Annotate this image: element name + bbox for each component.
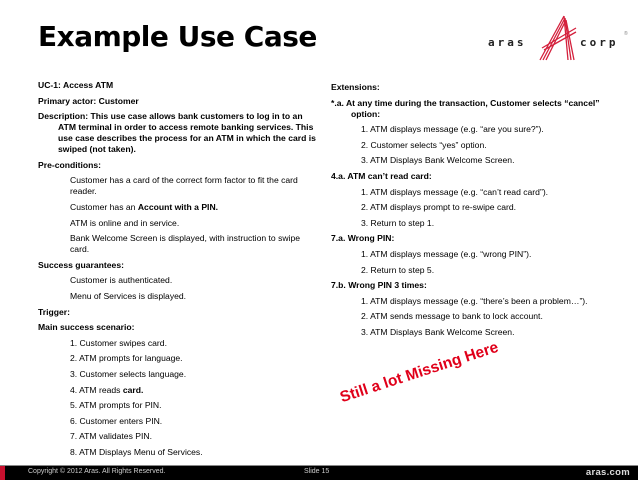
description-label: Description: (38, 111, 91, 122)
aras-corp-logo (488, 14, 628, 64)
step-text: 4. ATM reads (70, 384, 123, 395)
extension-step: 2. Return to step 5. (361, 264, 435, 275)
extension-heading: 7.a. Wrong PIN: (331, 233, 395, 244)
success-item: Menu of Services is displayed. (70, 290, 187, 301)
extension-heading: 4.a. ATM can’t read card: (331, 170, 432, 181)
logo-word-aras: aras (488, 36, 527, 49)
copyright-text: Copyright © 2012 Aras. All Rights Reserved. (28, 468, 166, 475)
description-text: This use case allows bank customers to log in to an ATM terminal in order to access remote banking services. This use case describes the process for an ATM in which the card is swiped (not taken). (58, 111, 316, 155)
logo-word-corp: corp (580, 36, 619, 49)
extension-step: 1. ATM displays message (e.g. “are you sure?”). (361, 124, 544, 135)
slide-footer (0, 465, 638, 480)
slide-number: Slide 15 (304, 468, 330, 475)
registered-mark: ® (624, 31, 628, 37)
use-case-id: UC-1: Access ATM (38, 80, 114, 90)
precondition-item: Bank Welcome Screen is displayed, with instruction to swipe card. (70, 233, 301, 255)
preconditions-label: Pre-conditions: (38, 159, 102, 170)
extension-step: 3. ATM Displays Bank Welcome Screen. (361, 326, 515, 337)
extension-step: 1. ATM displays message (e.g. “wrong PIN”). (361, 248, 532, 259)
scenario-step: 2. ATM prompts for language. (70, 353, 183, 364)
precondition-bold-text: Account with a PIN. (137, 201, 219, 212)
extension-heading: 7.b. Wrong PIN 3 times: (331, 280, 427, 291)
scenario-step: 8. ATM Displays Menu of Services. (70, 446, 203, 457)
success-item: Customer is authenticated. (70, 275, 173, 286)
success-guarantees-label: Success guarantees: (38, 259, 124, 270)
primary-actor: Primary actor: Customer (38, 95, 139, 106)
extension-step: 1. ATM displays message (e.g. “can’t read card”). (361, 186, 549, 197)
use-case-left-column (38, 80, 318, 462)
precondition-text: Customer has an (70, 201, 138, 212)
precondition-item: Customer has a card of the correct form factor to fit the card reader. (70, 175, 298, 197)
trigger-label: Trigger: (38, 306, 70, 317)
footer-accent-bar (0, 466, 5, 480)
extension-step: 3. Return to step 1. (361, 217, 435, 228)
missing-content-stamp: Still a lot Missing Here (338, 338, 501, 407)
scenario-step: 5. ATM prompts for PIN. (70, 400, 162, 411)
extension-step: 3. ATM Displays Bank Welcome Screen. (361, 155, 515, 166)
scenario-step: 7. ATM validates PIN. (70, 431, 152, 442)
main-scenario-label: Main success scenario: (38, 322, 135, 333)
extension-step: 2. Customer selects “yes” option. (361, 139, 487, 150)
use-case-right-column (331, 82, 621, 343)
precondition-item: ATM is online and in service. (70, 217, 180, 228)
slide-title: Example Use Case (38, 20, 317, 53)
extensions-label: Extensions: (331, 82, 380, 92)
extension-step: 1. ATM displays message (e.g. “there’s been a problem…”). (361, 295, 588, 306)
scenario-step: 6. Customer enters PIN. (70, 415, 163, 426)
aras-a-mark-icon (538, 14, 578, 64)
scenario-step: 3. Customer selects language. (70, 368, 187, 379)
precondition-item (38, 202, 318, 213)
extension-step: 2. ATM sends message to bank to lock account. (361, 311, 543, 322)
site-name: aras.com (585, 467, 630, 478)
step-bold-text: card. (122, 384, 144, 395)
description (38, 111, 318, 155)
scenario-step: 1. Customer swipes card. (70, 337, 167, 348)
scenario-step (38, 385, 318, 396)
extension-step: 2. ATM displays prompt to re-swipe card. (361, 202, 517, 213)
extension-heading: *.a. At any time during the transaction, Customer selects “cancel” option: (331, 97, 600, 119)
